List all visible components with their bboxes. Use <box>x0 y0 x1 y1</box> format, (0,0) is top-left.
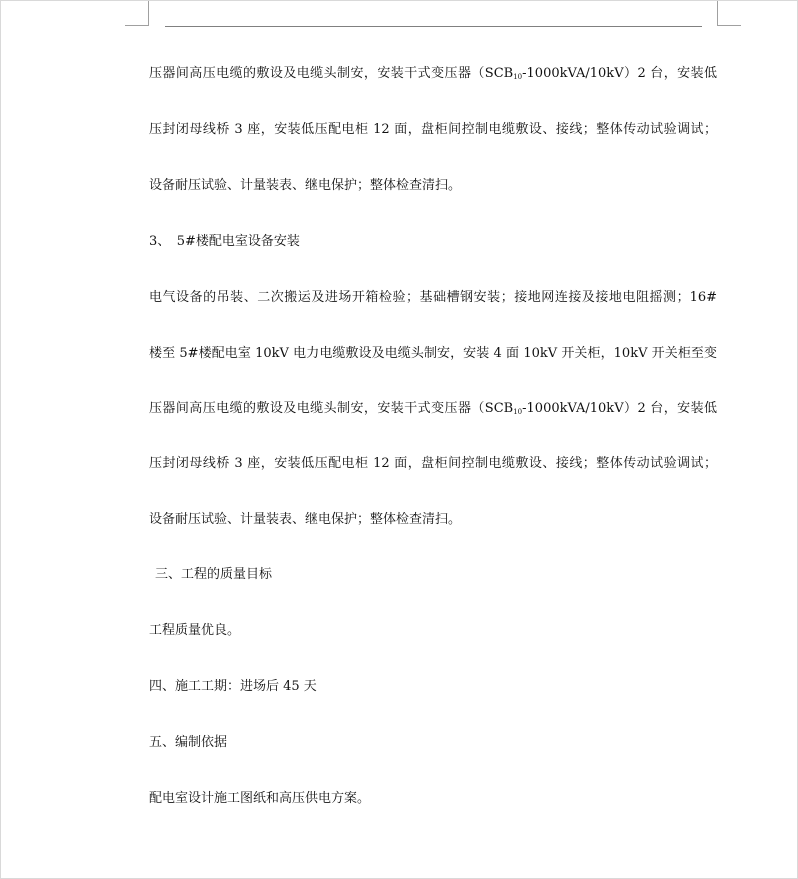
text-line: 压封闭母线桥 3 座，安装低压配电柜 12 面，盘柜间控制电缆敷设、接线；整体传动试验调试； <box>149 122 717 137</box>
crop-mark-top-right <box>717 25 741 26</box>
text-line: 电气设备的吊装、二次搬运及进场开箱检验；基础槽钢安装；接地网连接及接地电阻摇测；16# <box>149 290 717 305</box>
text-line: 楼至 5#楼配电室 10kV 电力电缆敷设及电缆头制安，安装 4 面 10kV 开关柜，10kV 开关柜至变 <box>149 346 717 361</box>
basis-text: 配电室设计施工图纸和高压供电方案。 <box>149 791 371 806</box>
text-line: 设备耐压试验、计量装表、继电保护；整体检查清扫。 <box>149 178 462 193</box>
heading-quality: 三、工程的质量目标 <box>155 567 273 582</box>
section-title: 3、 5#楼配电室设备安装 <box>149 234 300 249</box>
subscript: 10 <box>513 73 523 81</box>
heading-basis: 五、编制依据 <box>149 735 228 750</box>
text-line: 压器间高压电缆的敷设及电缆头制安，安装干式变压器$(SCB_{10}-1000kVA/10kV)2$ 台，安装低 <box>149 401 718 416</box>
heading-schedule: 四、施工工期：进场后 45 天 <box>149 679 317 694</box>
header-rule <box>165 26 702 27</box>
subscript: 10 <box>513 408 523 416</box>
text-line: 设备耐压试验、计量装表、继电保护；整体检查清扫。 <box>149 512 462 527</box>
crop-mark-top-left <box>148 1 149 25</box>
text-line: 压封闭母线桥 3 座，安装低压配电柜 12 面，盘柜间控制电缆敷设、接线；整体传动试验调试； <box>149 456 717 471</box>
quality-text: 工程质量优良。 <box>149 623 241 638</box>
crop-mark-top-right <box>717 1 718 25</box>
crop-mark-top-left <box>125 25 149 26</box>
text-line: 压器间高压电缆的敷设及电缆头制安，安装干式变压器$(SCB_{10}-1000kVA/10kV)2$ 台，安装低 <box>149 66 718 81</box>
